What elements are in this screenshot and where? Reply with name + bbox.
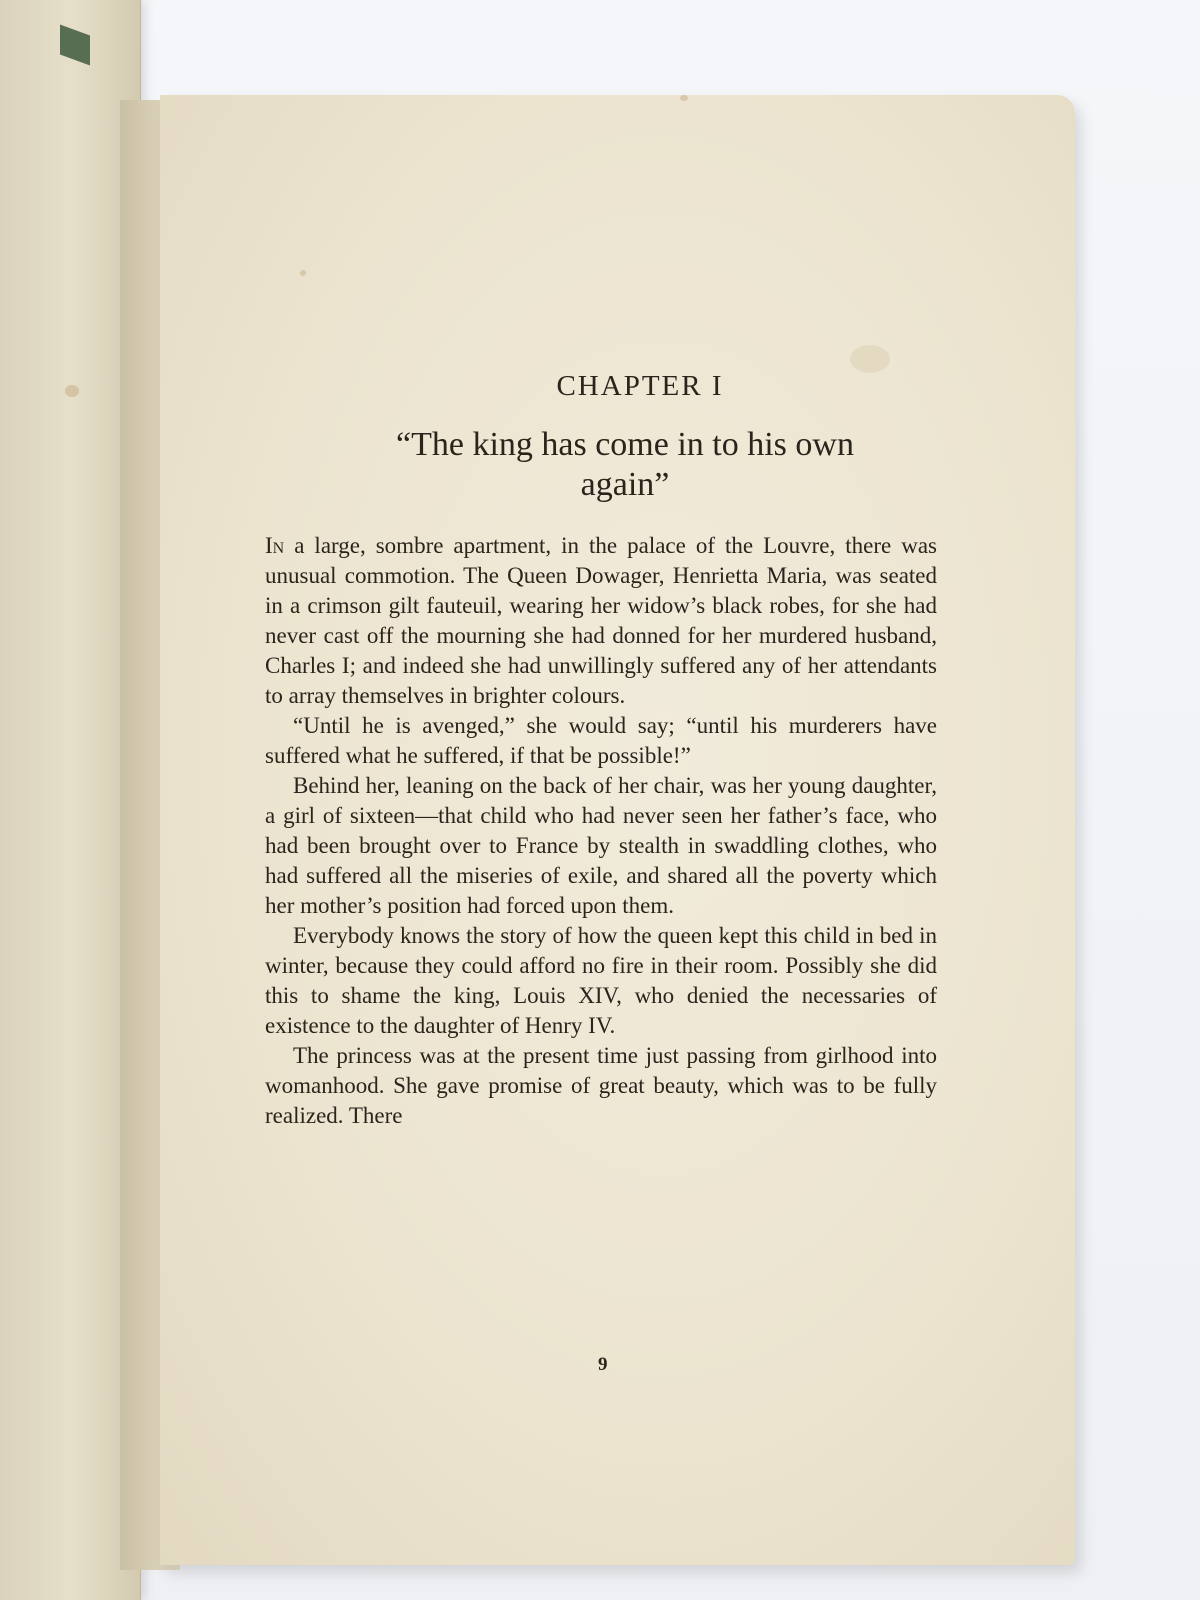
chapter-title [265,425,945,505]
foxing-spot [680,95,688,101]
chapter-title-line-2: again” [580,466,670,503]
opening-word: In [265,533,285,558]
paragraph-text: a large, sombre apartment, in the palace of the Louvre, there was unusual commotion. The Queen Dowager, Henrietta Maria, was seated in a crimson gilt fauteuil, wearing her widow’s black robes, for she had never cast off the mourning she had donned for her murdered husband, Charles I; and indeed she had unwillingly suffered any of her attendants to array themselves in brighter colours. [265,533,937,708]
paragraph: Behind her, leaning on the back of her chair, was her young daughter, a girl of sixteen—that child who had never seen her father’s face, who had been brought over to France by stealth in swaddling clothes, who had suffered all the miseries of exile, and shared all the poverty which her mother’s position had forced upon them. [265,773,937,918]
foxing-spot [850,345,890,373]
paragraph: “Until he is avenged,” she would say; “until his murderers have suffered what he suffered, if that be possible!” [265,713,937,768]
chapter-title-line-1: “The king has come in to his own [396,426,854,463]
chapter-heading: CHAPTER I [556,370,724,402]
page-number: 9 [598,1354,608,1375]
cover-cloth-corner [60,25,90,66]
paragraph: Everybody knows the story of how the queen kept this child in bed in winter, because they could afford no fire in their room. Possibly she did this to shame the king, Louis XIV, who denied the necessaries of existence to the daughter of Henry IV. [265,923,937,1038]
foxing-spot [65,385,79,397]
foxing-spot [300,270,306,276]
paragraph [265,531,945,711]
page-text [265,370,945,1131]
paragraph: The princess was at the present time just passing from girlhood into womanhood. She gave promise of great beauty, which was to be fully realized. There [265,1043,937,1128]
